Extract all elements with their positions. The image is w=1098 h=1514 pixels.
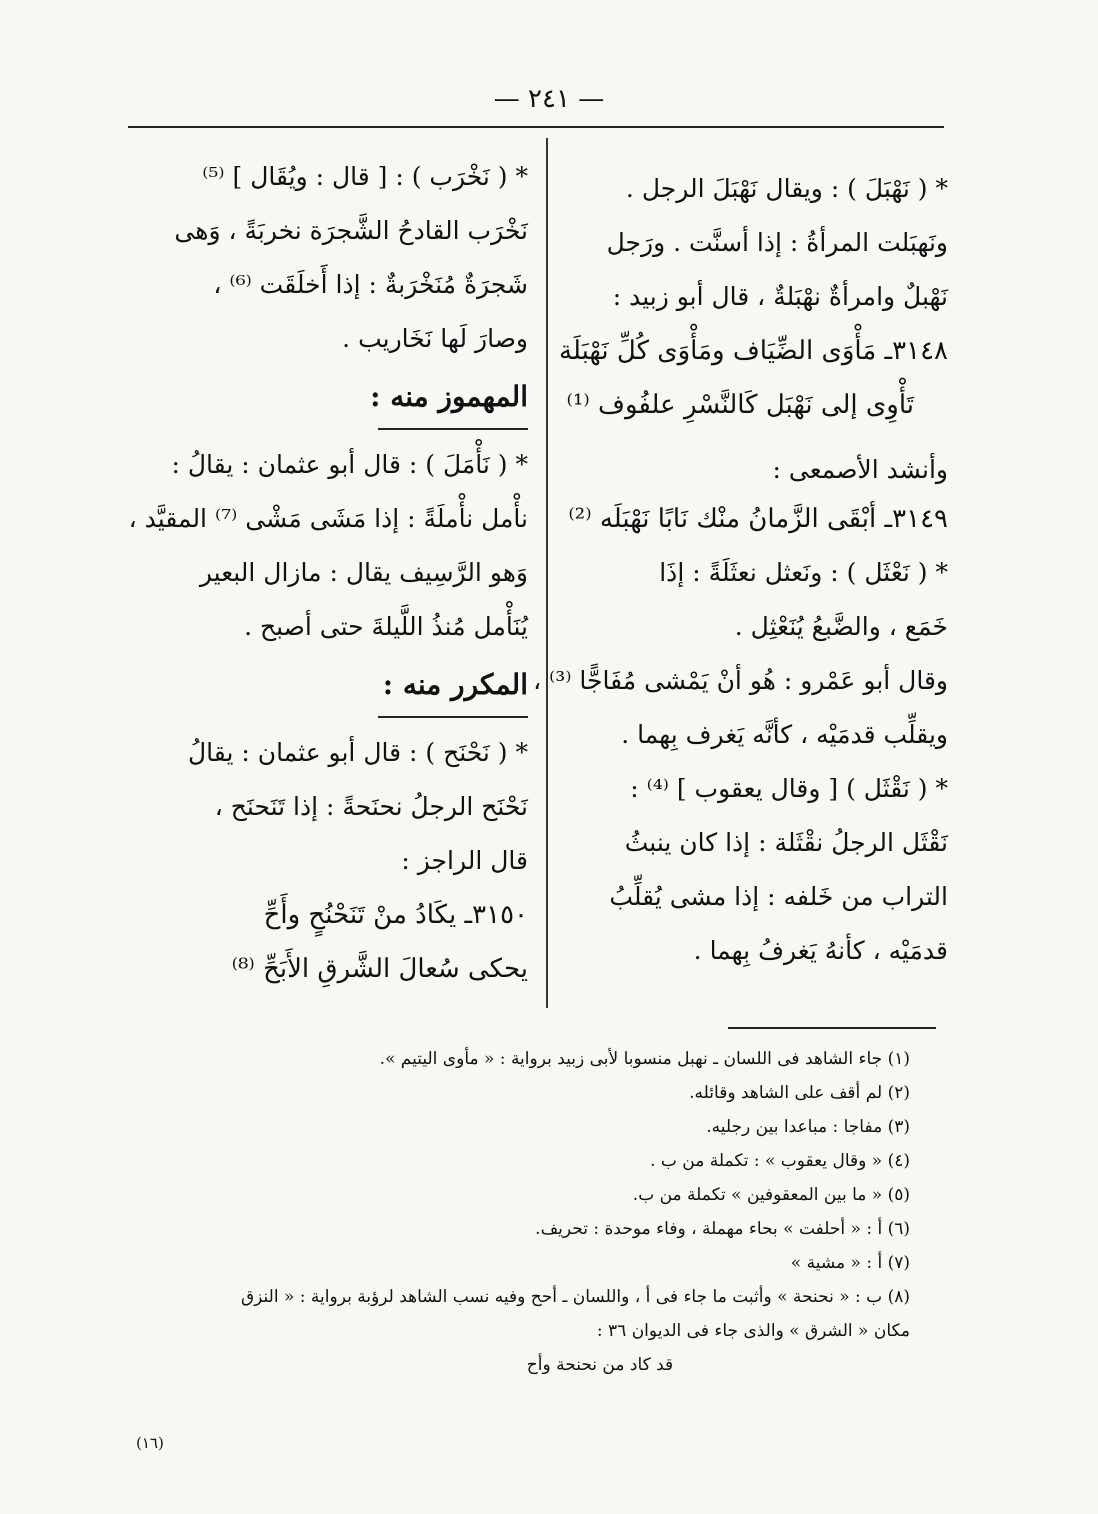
footnote-verse: قد كاد من نحنحة وأح bbox=[526, 1355, 674, 1375]
footnote: (١) جاء الشاهد فى اللسان ـ نهبل منسوبا لأبى زبيد برواية : « مأوى اليتيم ». bbox=[379, 1049, 910, 1069]
footnote: (٢) لم أقف على الشاهد وقائله. bbox=[689, 1083, 910, 1103]
text-line: * ( نَعْثَل ) : ونَعثل نعثَلَةً : إذَا bbox=[659, 558, 948, 587]
text-line: * ( نَخْرَب ) : [ قال : ويُقَال ] ⁽⁵⁾ bbox=[202, 162, 528, 191]
verse-line: يحكى سُعالَ الشَّرقِ الأَبَحِّ ⁽⁸⁾ bbox=[231, 954, 528, 984]
right-column bbox=[533, 162, 948, 978]
text-line: وأنشد الأصمعى : bbox=[772, 455, 948, 484]
verse-line: ٣١٥٠ـ يكَادُ منْ تَنَحْنُحٍ وأَحِّ bbox=[263, 900, 528, 930]
footnote: (٨) ب : « نحنحة » وأثبت ما جاء فى أ ، واللسان ـ أحح وفيه نسب الشاهد لرؤبة برواية : « النزق bbox=[240, 1287, 910, 1307]
footnote: (٧) أ : « مشية » bbox=[790, 1253, 910, 1273]
signature-mark: (١٦) bbox=[136, 1434, 164, 1452]
text-line: نَخْرَب القادحُ الشَّجرَة نخربَةً ، وَهى bbox=[174, 216, 528, 245]
footnote-rule bbox=[728, 1027, 936, 1029]
text-line: نأْمل نأْملَةً : إذا مَشَى مَشْى ⁽⁷⁾ المقيَّد ، bbox=[128, 504, 528, 533]
verse-line: ٣١٤٨ـ مَأْوَى الضِّيَاف ومَأْوَى كُلِّ نَهْبَلَة bbox=[559, 336, 948, 366]
text-line: * ( نَقْثَل ) [ وقال يعقوب ] ⁽⁴⁾ : bbox=[630, 774, 948, 803]
left-column bbox=[128, 150, 528, 996]
column-divider bbox=[546, 138, 548, 1008]
text-line: قدمَيْه ، كأنهُ يَغرفُ بِهما . bbox=[693, 936, 948, 965]
text-line: التراب من خَلفه : إذا مشى يُقلِّبُ bbox=[609, 882, 948, 911]
text-line: ونَهبَلت المرأةُ : إذا أسنَّت . ورَجل bbox=[606, 228, 948, 257]
verse-line: تَأْوِى إلى نَهْبَل كَالنَّسْرِ علفُوف ⁽¹⁾ bbox=[566, 390, 914, 420]
text-line: وقال أبو عَمْرو : هُو أنْ يَمْشى مُفَاجًّا ⁽³⁾ ، bbox=[533, 666, 948, 695]
text-line: * ( نَهْبَلَ ) : ويقال نَهْبَلَ الرجل . bbox=[625, 174, 948, 203]
footnote: (٦) أ : « أحلفت » بحاء مهملة ، وفاء موحدة : تحريف. bbox=[535, 1219, 910, 1239]
section-heading: المكرر منه : bbox=[382, 668, 528, 701]
text-line: وصارَ لَها نَخَاريب . bbox=[342, 324, 528, 353]
footnotes bbox=[130, 1042, 910, 1382]
page-number: — ٢٤١ — bbox=[493, 84, 605, 114]
footnote: (٣) مفاجا : مباعدا بين رجليه. bbox=[706, 1117, 910, 1137]
text-line: * ( نَأْمَلَ ) : قال أبو عثمان : يقالُ : bbox=[171, 450, 528, 479]
verse-line: ٣١٤٩ـ أبْقَى الزَّمانُ منْك نَابًا نَهْبَلَه ⁽²⁾ bbox=[568, 504, 948, 534]
text-line: وَهو الرَّسِيف يقال : مازال البعير bbox=[199, 558, 528, 587]
text-line: يُنَأْمل مُنذُ اللَّيلةَ حتى أصبح . bbox=[244, 612, 528, 641]
footnote: (٤) « وقال يعقوب » : تكملة من ب . bbox=[650, 1151, 910, 1171]
text-line: نَحْنَح الرجلُ نحنَحةً : إذا تَنَحنَح ، bbox=[214, 792, 528, 821]
header-rule bbox=[128, 126, 944, 128]
heading-underline bbox=[378, 428, 528, 430]
text-line: نَهْبلٌ وامرأةٌ نهْبَلةٌ ، قال أبو زبيد : bbox=[612, 282, 948, 311]
footnote: (٥) « ما بين المعقوفين » تكملة من ب. bbox=[632, 1185, 910, 1205]
heading-underline bbox=[378, 716, 528, 718]
text-line: نَقْثَل الرجلُ نقْثَلة : إذا كان ينبثُ bbox=[624, 828, 948, 857]
text-line: ويقلِّب قدمَيْه ، كأنَّه يَغرف بِهما . bbox=[621, 720, 948, 749]
section-heading: المهموز منه : bbox=[370, 380, 528, 413]
text-line: قال الراجز : bbox=[401, 846, 528, 875]
text-line: شَجرَةٌ مُنَخْرَبةٌ : إذا أَخلَقَت ⁽⁶⁾ ، bbox=[213, 270, 528, 299]
text-line: خَمَع ، والضَّبعُ يُنَعْثِل . bbox=[734, 612, 948, 641]
text-line: * ( نَحْنَح ) : قال أبو عثمان : يقالُ bbox=[188, 738, 528, 767]
footnote-continuation: مكان « الشرق » والذى جاء فى الديوان ٣٦ : bbox=[596, 1321, 910, 1341]
